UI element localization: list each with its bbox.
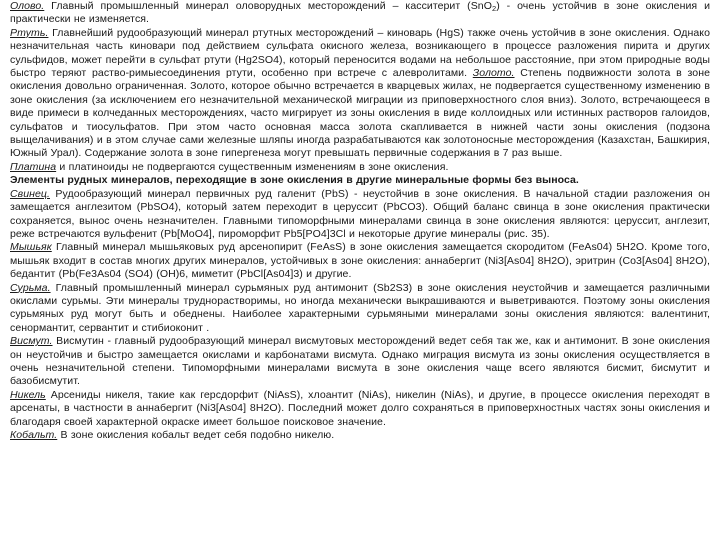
paragraph-mercury-gold: Ртуть. Главнейший рудообразующий минерал ртутных месторождений – киноварь (HgS) также очень устойчив в зоне окисления. Однако незначительная часть киновари под действием сульфата окисного железа, возникающего в процессе разложения пирита и других сульфидов, может перейти в сульфат ртути (Hg2SO4), который переносится водами на небольшое расстояние, при этом природные воды быстро теряют раство-римыесоединения ртути, особенно при встрече с алевролитами. Золото. Степень подвижности золота в зоне окисления довольно ограниченная. Золото, которое обычно встречается в кварцевых жилах, не подвергается существенному изменению в зоне окисления (за исключением его незначительной механической миграции из приповерхностного слоя вниз). Золото, встречающееся в виде примеси в колчеданных месторождениях, часто мигрирует из зоны окисления в виде коллоидных или истинных растворов галоидов, сульфатов и тиосульфатов. При этом часто основная масса золота скапливается в нижней части зоны окисления (подзона выщелачивания) и в этом случае сами железные шляпы иногда разрабатываются как золотоносные месторождения (Казахстан, Башкирия, Южный Урал). Содержание золота в зоне гипергенеза могут превышать первичные содержания в 7 раз выше. xyxy=(10,26,710,160)
section-heading: Элементы рудных минералов, переходящие в зоне окисления в другие минеральные формы без выноса. xyxy=(10,174,579,187)
term-cobalt: Кобальт. xyxy=(10,429,58,441)
term-mercury: Ртуть. xyxy=(10,26,49,39)
term-platinum: Платина xyxy=(10,160,57,173)
term-lead: Свинец. xyxy=(10,187,50,200)
term-tin: Олово. xyxy=(10,0,45,12)
term-bismuth: Висмут. xyxy=(10,335,53,348)
paragraph-nickel: Никель Арсениды никеля, такие как герсдорфит (NiAsS), хлоантит (NiAs), никелин (NiAs), и другие, в процессе окисления переходят в арсенаты, в частности в аннабергит (Ni3[As04] 8H2O). Последний может долго сохраняться в приповерхностных частях зоны окисления и благодаря своей характерной окраске имеет большое поисковое значение. xyxy=(10,388,710,428)
paragraph-tin: Олово. Главный промышленный минерал оловорудных месторождений – касситерит (SnO$_2$) - очень устойчив в зоне окисления и практически не изменяется. xyxy=(10,0,711,26)
paragraph-bismuth: Висмут. Висмутин - главный рудообразующий минерал висмутовых месторождений ведет себя так же, как и антимонит. В зоне окисления он неустойчив и быстро замещается окислами и карбонатами висмута. Однако миграция висмута из зоны окисления осуществляется в очень незначительной степени. Типоморфными минералами висмута в зоне окисления чаще всего являются бисмит, бисмутит и базобисмутит. xyxy=(10,335,710,388)
term-antimony: Сурьма. xyxy=(10,281,51,294)
paragraph-lead: Свинец. Рудообразующий минерал первичных руд галенит (PbS) - неустойчив в зоне окисления. В начальной стадии разложения он замещается англезитом (PbSO4), который затем переходит в церуссит (PbCO3). Общий баланс свинца в зоне окисления практически сохраняется, вынос очень незначителен. Главными типоморфными минералами свинца в зоне окисления являются: церуссит, англезит, реже встречаются вульфенит (Pb[MoO4], пироморфит Pb5[PO4]3Cl и некоторые другие минералы (рис. 35). xyxy=(10,187,710,240)
paragraph-platinum: Платина и платиноиды не подвергаются существенным изменениям в зоне окисления. xyxy=(10,160,449,173)
term-arsenic: Мышьяк xyxy=(10,241,52,254)
term-nickel: Никель xyxy=(10,388,46,401)
term-gold: Золото. xyxy=(472,67,515,80)
paragraph-cobalt: Кобальт. В зоне окисления кобальт ведет себя подобно никелю. xyxy=(10,429,335,441)
paragraph-antimony: Сурьма. Главный промышленный минерал сурьмяных руд антимонит (Sb2S3) в зоне окисления неустойчив и замещается различными окислами сурьмы. Эти минералы труднорастворимы, но иногда механически выкрашиваются и выветриваются. Поэтому зоны окисления сурьмяных руд могут быть и обеднены. Наиболее характерными сурьмяными минералами зоны окисления являются: валентинит, сенормантит, сервантит и стибиоконит . xyxy=(10,281,710,334)
paragraph-arsenic: Мышьяк Главный минерал мышьяковых руд арсенопирит (FeAsS) в зоне окисления замещается скородитом (FeAs04) 5H2O. Кроме того, мышьяк входит в состав многих других минералов, устойчивых в зоне окисления: аннабергит (Ni3[As04] 8H2O), эритрин (Co3[As04] 8H2O), бедантит (Pb(Fe3As04 (SO4) (OH)6, миметит (PbCl[As04]3) и другие. xyxy=(10,241,710,281)
